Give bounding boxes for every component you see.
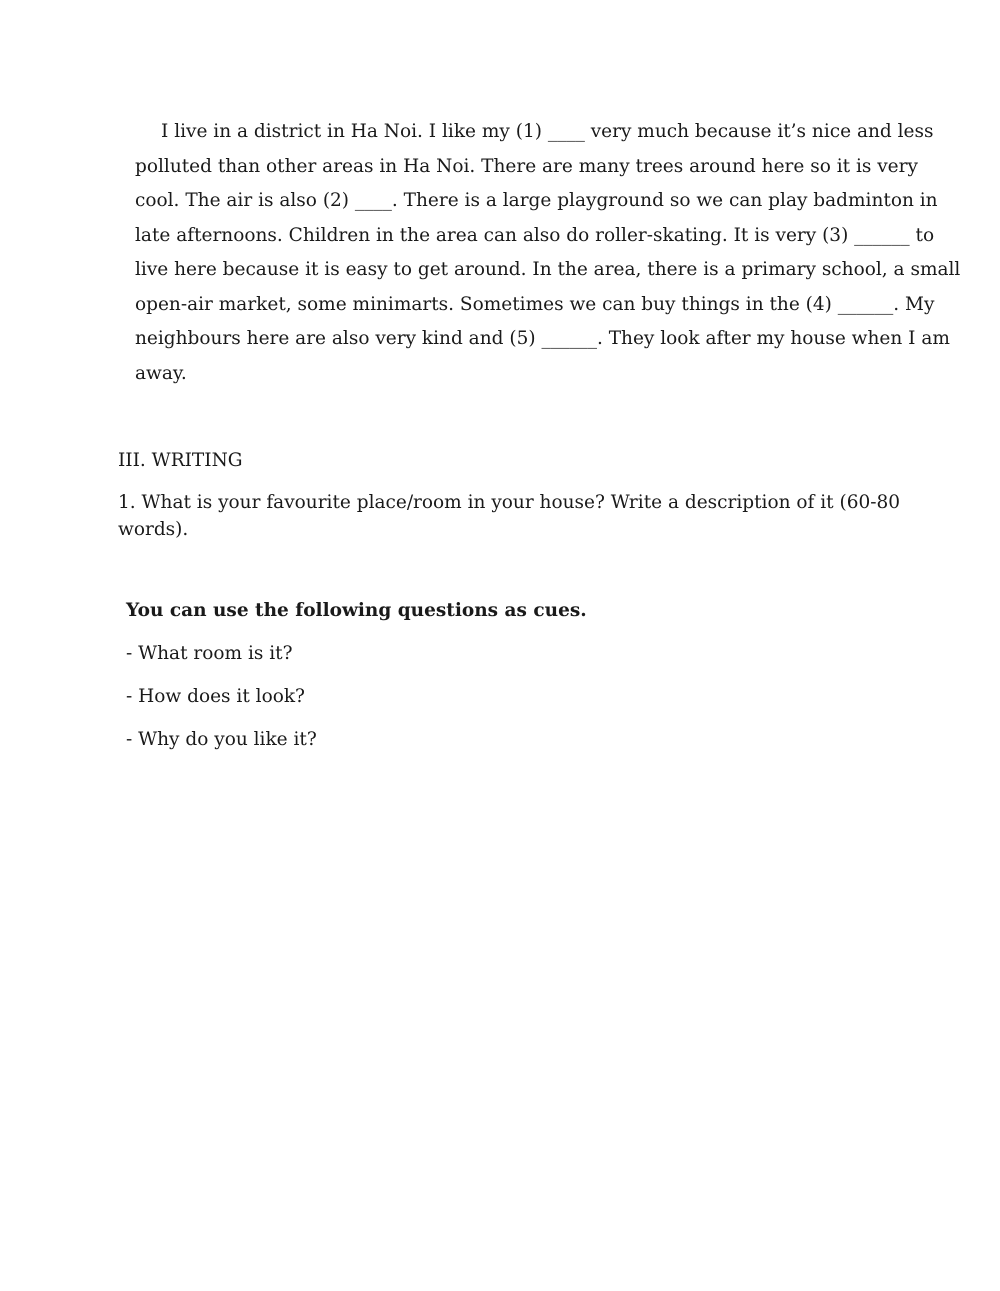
- cue-item: - What room is it?: [126, 643, 293, 664]
- passage-line: neighbours here are also very kind and (5) ______. They look after my house when I am: [135, 328, 950, 349]
- passage-line: I live in a district in Ha Noi. I like my (1) ____ very much because it’s nice and less: [161, 121, 934, 142]
- passage-line: open-air market, some minimarts. Sometimes we can buy things in the (4) ______. My: [135, 293, 935, 315]
- cue-item: - Why do you like it?: [126, 729, 317, 750]
- question-line: words).: [118, 519, 189, 540]
- question-line: 1. What is your favourite place/room in your house? Write a description of it (60-80: [118, 492, 901, 513]
- writing-question: [118, 489, 901, 543]
- passage-line: away.: [135, 362, 187, 384]
- reading-passage: [135, 115, 961, 391]
- section-heading-writing: III. WRITING: [118, 450, 243, 471]
- passage-line: polluted than other areas in Ha Noi. There are many trees around here so it is very: [135, 155, 918, 177]
- passage-line: cool. The air is also (2) ____. There is a large playground so we can play badminton in: [135, 190, 938, 211]
- cues-title: You can use the following questions as cues.: [126, 600, 587, 621]
- passage-line: late afternoons. Children in the area can also do roller-skating. It is very (3) ______ to: [135, 224, 935, 246]
- cue-item: - How does it look?: [126, 686, 305, 707]
- passage-line: live here because it is easy to get around. In the area, there is a primary school, a small: [135, 259, 961, 280]
